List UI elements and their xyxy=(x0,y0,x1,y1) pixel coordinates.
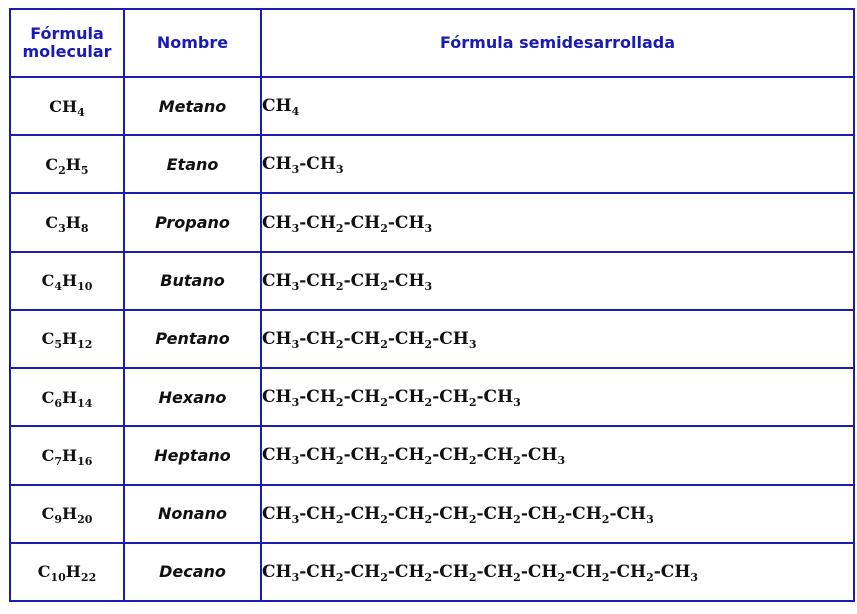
formula-segment: -CH xyxy=(387,270,425,291)
table-row xyxy=(10,135,854,193)
formula-subscript: 2 xyxy=(557,512,566,526)
formula-segment: C xyxy=(45,213,59,233)
semi-developed-formula-cell xyxy=(261,135,854,193)
formula-segment: -CH xyxy=(299,561,336,582)
formula-subscript: 3 xyxy=(291,570,300,584)
formula-subscript: 2 xyxy=(513,512,521,526)
formula-segment: -CH xyxy=(299,328,336,349)
formula-segment: CH xyxy=(262,270,292,291)
formula-subscript: 5 xyxy=(80,163,89,177)
formula-subscript: 2 xyxy=(513,570,521,584)
formula-segment: -CH xyxy=(387,561,425,582)
semi-developed-formula-cell xyxy=(261,485,854,543)
molecular-formula-cell xyxy=(10,485,124,543)
formula-subscript: 3 xyxy=(291,454,300,468)
formula-segment: -CH xyxy=(299,154,336,175)
formula-segment: CH xyxy=(262,445,292,466)
formula-segment: H xyxy=(61,329,78,349)
formula-subscript: 3 xyxy=(424,279,433,293)
formula-segment: -CH xyxy=(432,561,469,582)
formula-subscript: 6 xyxy=(54,396,62,410)
formula-segment: CH xyxy=(262,328,292,349)
formula-subscript: 2 xyxy=(468,454,477,468)
formula-subscript: 3 xyxy=(291,279,300,293)
formula-segment: H xyxy=(61,96,78,116)
molecular-formula-cell xyxy=(10,252,124,310)
formula-subscript: 2 xyxy=(58,163,66,177)
formula-segment: C xyxy=(49,96,62,116)
molecular-formula-cell xyxy=(10,310,124,368)
formula-segment: -CH xyxy=(520,445,558,466)
formula-segment: -CH xyxy=(387,503,425,524)
semi-developed-formula-cell xyxy=(261,426,854,484)
formula-segment: -CH xyxy=(299,445,336,466)
formula-subscript: 2 xyxy=(557,570,566,584)
formula-subscript: 2 xyxy=(468,396,477,410)
compound-name-cell: Heptano xyxy=(124,426,261,484)
formula-segment: -CH xyxy=(387,387,425,408)
table-row xyxy=(10,543,854,601)
formula-subscript: 2 xyxy=(424,570,433,584)
formula-subscript: 2 xyxy=(380,221,388,235)
formula-segment: -CH xyxy=(299,270,336,291)
formula-subscript: 2 xyxy=(646,570,654,584)
formula-subscript: 3 xyxy=(291,163,300,177)
formula-segment: -CH xyxy=(432,503,469,524)
formula-segment: -CH xyxy=(432,445,469,466)
formula-segment: C xyxy=(41,271,55,291)
formula-subscript: 2 xyxy=(380,454,388,468)
compound-name-cell: Nonano xyxy=(124,485,261,543)
molecular-formula-cell xyxy=(10,77,124,135)
molecular-formula-cell xyxy=(10,135,124,193)
formula-segment: -CH xyxy=(387,328,425,349)
formula-segment: -CH xyxy=(343,561,381,582)
formula-segment: -CH xyxy=(520,503,558,524)
formula-subscript: 4 xyxy=(77,105,85,119)
formula-subscript: 22 xyxy=(80,571,97,585)
formula-subscript: 2 xyxy=(424,337,433,351)
compound-name-cell: Etano xyxy=(124,135,261,193)
formula-segment: CH xyxy=(262,96,292,117)
semi-developed-formula-cell xyxy=(261,193,854,251)
formula-subscript: 2 xyxy=(380,570,388,584)
formula-subscript: 3 xyxy=(690,570,699,584)
formula-segment: H xyxy=(61,504,78,524)
formula-segment: CH xyxy=(262,387,292,408)
alkanes-table xyxy=(9,8,855,602)
formula-subscript: 2 xyxy=(380,337,388,351)
formula-subscript: 9 xyxy=(54,513,62,527)
semi-developed-formula-cell xyxy=(261,543,854,601)
formula-subscript: 4 xyxy=(54,280,62,294)
formula-segment: CH xyxy=(262,154,292,175)
formula-subscript: 3 xyxy=(646,512,654,526)
formula-segment: -CH xyxy=(476,445,514,466)
table-row xyxy=(10,310,854,368)
table-row xyxy=(10,368,854,426)
formula-subscript: 3 xyxy=(291,396,300,410)
header-name: Nombre xyxy=(124,9,261,77)
formula-subscript: 2 xyxy=(335,396,344,410)
formula-subscript: 2 xyxy=(601,570,610,584)
compound-name-cell: Pentano xyxy=(124,310,261,368)
formula-segment: C xyxy=(41,387,55,407)
formula-subscript: 2 xyxy=(424,396,433,410)
formula-segment: -CH xyxy=(387,445,425,466)
formula-segment: -CH xyxy=(609,503,647,524)
formula-subscript: 2 xyxy=(468,512,477,526)
semi-developed-formula-cell xyxy=(261,77,854,135)
compound-name-cell: Propano xyxy=(124,193,261,251)
formula-segment: C xyxy=(45,154,59,174)
compound-name-cell: Butano xyxy=(124,252,261,310)
formula-segment: C xyxy=(41,329,55,349)
formula-subscript: 2 xyxy=(335,454,344,468)
semi-developed-formula-cell xyxy=(261,310,854,368)
formula-subscript: 14 xyxy=(77,396,93,410)
formula-subscript: 3 xyxy=(424,221,433,235)
formula-segment: H xyxy=(61,271,78,291)
formula-segment: C xyxy=(41,504,55,524)
formula-subscript: 5 xyxy=(54,338,62,352)
formula-segment: H xyxy=(61,445,78,465)
molecular-formula-cell xyxy=(10,193,124,251)
formula-segment: -CH xyxy=(432,328,469,349)
semi-developed-formula-cell xyxy=(261,252,854,310)
molecular-formula-cell xyxy=(10,543,124,601)
formula-segment: C xyxy=(37,562,51,582)
formula-segment: -CH xyxy=(609,561,647,582)
formula-subscript: 10 xyxy=(50,571,66,585)
formula-subscript: 16 xyxy=(77,454,93,468)
formula-segment: -CH xyxy=(432,387,469,408)
header-row xyxy=(10,9,854,77)
formula-subscript: 2 xyxy=(335,337,344,351)
formula-segment: -CH xyxy=(343,328,381,349)
formula-segment: H xyxy=(65,213,81,233)
semi-developed-formula-cell xyxy=(261,368,854,426)
formula-subscript: 10 xyxy=(77,280,93,294)
formula-subscript: 3 xyxy=(468,337,477,351)
formula-segment: -CH xyxy=(476,561,514,582)
table-row xyxy=(10,485,854,543)
table-row xyxy=(10,252,854,310)
formula-subscript: 2 xyxy=(335,570,344,584)
formula-subscript: 20 xyxy=(77,513,93,527)
formula-segment: -CH xyxy=(476,503,514,524)
formula-segment: CH xyxy=(262,212,292,233)
formula-subscript: 2 xyxy=(380,396,388,410)
formula-segment: -CH xyxy=(343,445,381,466)
formula-subscript: 2 xyxy=(468,570,477,584)
formula-subscript: 7 xyxy=(54,454,62,468)
formula-subscript: 8 xyxy=(80,222,89,236)
formula-subscript: 2 xyxy=(335,512,344,526)
formula-subscript: 3 xyxy=(291,337,300,351)
formula-segment: -CH xyxy=(299,503,336,524)
formula-segment: -CH xyxy=(520,561,558,582)
formula-subscript: 3 xyxy=(58,222,66,236)
formula-subscript: 2 xyxy=(335,221,344,235)
formula-subscript: 4 xyxy=(291,105,300,119)
formula-subscript: 3 xyxy=(291,512,300,526)
formula-segment: H xyxy=(61,387,78,407)
formula-segment: -CH xyxy=(343,387,381,408)
formula-subscript: 2 xyxy=(380,512,388,526)
formula-subscript: 2 xyxy=(424,454,433,468)
formula-segment: -CH xyxy=(653,561,691,582)
formula-subscript: 3 xyxy=(557,454,566,468)
formula-segment: -CH xyxy=(343,503,381,524)
formula-segment: -CH xyxy=(299,212,336,233)
header-semi-developed-formula: Fórmula semidesarrollada xyxy=(261,9,854,77)
table-body xyxy=(10,77,854,601)
formula-subscript: 12 xyxy=(77,338,93,352)
formula-subscript: 3 xyxy=(513,396,521,410)
formula-subscript: 3 xyxy=(335,163,344,177)
header-molecular-formula: Fórmula molecular xyxy=(10,9,124,77)
compound-name-cell: Metano xyxy=(124,77,261,135)
formula-segment: CH xyxy=(262,561,292,582)
formula-segment: -CH xyxy=(299,387,336,408)
formula-subscript: 2 xyxy=(424,512,433,526)
formula-subscript: 2 xyxy=(335,279,344,293)
formula-segment: -CH xyxy=(565,561,602,582)
formula-segment: C xyxy=(41,445,55,465)
formula-segment: -CH xyxy=(565,503,602,524)
formula-segment: -CH xyxy=(476,387,514,408)
formula-segment: -CH xyxy=(343,270,381,291)
formula-segment: H xyxy=(65,154,81,174)
molecular-formula-cell xyxy=(10,368,124,426)
formula-subscript: 2 xyxy=(601,512,610,526)
molecular-formula-cell xyxy=(10,426,124,484)
compound-name-cell: Decano xyxy=(124,543,261,601)
formula-segment: -CH xyxy=(387,212,425,233)
table-row xyxy=(10,426,854,484)
formula-segment: H xyxy=(65,562,81,582)
formula-subscript: 2 xyxy=(380,279,388,293)
formula-subscript: 2 xyxy=(513,454,521,468)
table-row xyxy=(10,193,854,251)
compound-name-cell: Hexano xyxy=(124,368,261,426)
formula-segment: CH xyxy=(262,503,292,524)
formula-segment: -CH xyxy=(343,212,381,233)
table-row xyxy=(10,77,854,135)
formula-subscript: 3 xyxy=(291,221,300,235)
